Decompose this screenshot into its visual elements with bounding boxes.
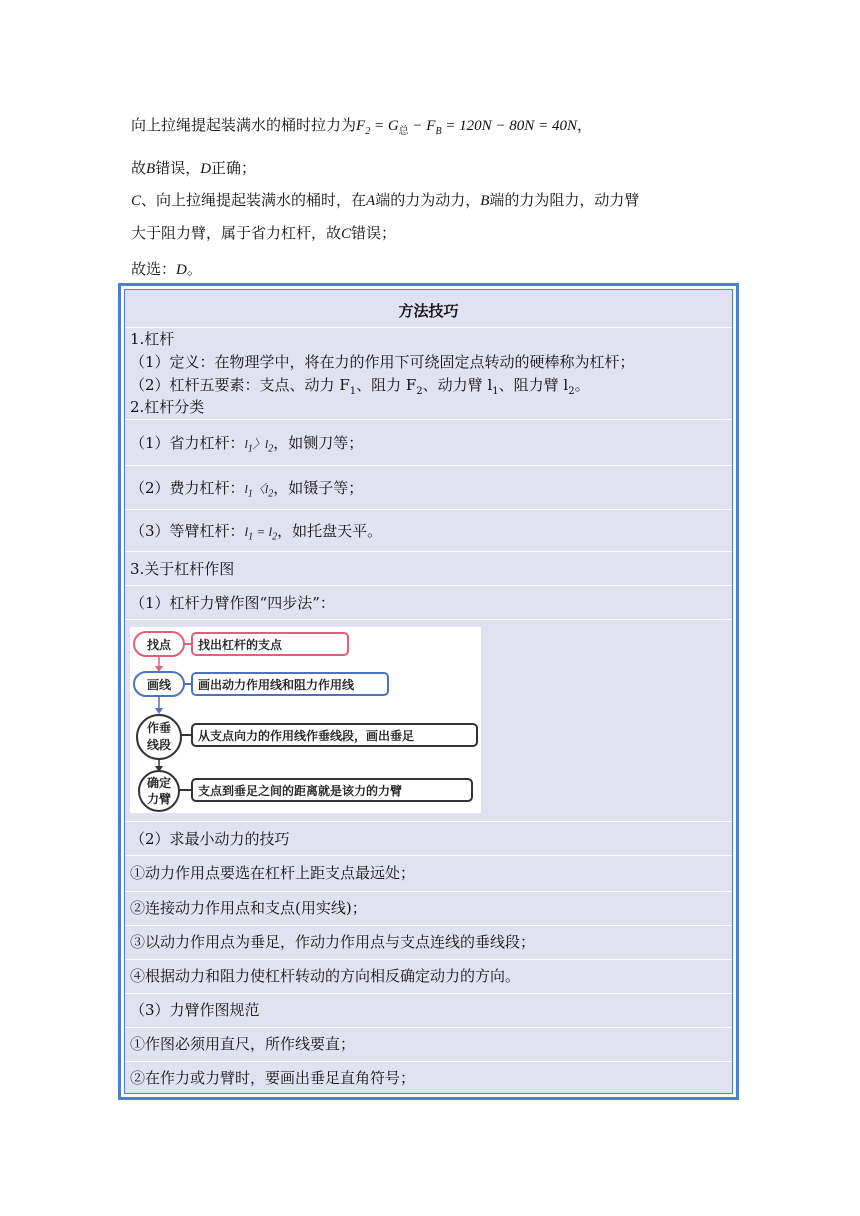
row-divider — [125, 1027, 732, 1028]
lever-definition: （1）定义：在物理学中，将在力的作用下可绕固定点转动的硬棒称为杠杆； — [130, 353, 635, 371]
text-segment: ， — [576, 116, 592, 134]
step1-label: 找点 — [146, 638, 172, 652]
min-force-tip-1: ①动力作用点要选在杠杆上距支点最远处； — [130, 864, 416, 882]
flow-step-1 — [134, 632, 348, 656]
row-divider — [125, 855, 732, 856]
flow-step-2 — [134, 672, 388, 696]
lever-five-elements: （2）杠杆五要素：支点、动力 $F_1$、阻力 $F_2$、动力臂 $l_1$、阻力臂 $l_2$。 — [130, 376, 590, 397]
row-divider — [125, 959, 732, 960]
step3-label-b: 线段 — [146, 738, 172, 752]
formula-l1-eq-l2: $l_1 = l_2$ — [244, 524, 278, 543]
arm-drawing-rule-2: ②在作力或力臂时，要画出垂足直角符号； — [130, 1069, 416, 1087]
four-step-method-intro: （1）杠杆力臂作图“四步法”： — [130, 594, 335, 612]
section-3-heading: 3.关于杠杆作图 — [130, 560, 235, 578]
min-force-tip-3: ③以动力作用点为垂足，作动力作用点与支点连线的垂线段； — [130, 933, 536, 951]
formula-l1-lt-l2: $l_1$〈$l_2$ — [244, 482, 274, 500]
formula-f2-equation: $F_2 = G_总 - F_B = 120N - 80N = 40N$ — [356, 118, 577, 137]
box-title: 方法技巧 — [398, 302, 459, 320]
equal-arm-lever: （3）等臂杠杆：$l_1 = l_2$，如托盘天平。 — [130, 522, 383, 543]
min-force-tip-4: ④根据动力和阻力使杠杆转动的方向相反确定动力的方向。 — [130, 967, 521, 985]
answer-line-2: 故B错误，D正确； — [131, 159, 257, 177]
force-saving-lever: （1）省力杠杆：$l_1$〉$l_2$，如铡刀等； — [130, 434, 364, 455]
answer-line-1 — [131, 115, 592, 142]
row-divider — [125, 891, 732, 892]
row-divider — [125, 821, 732, 822]
row-divider — [125, 585, 732, 586]
row-divider — [125, 327, 732, 328]
row-divider — [125, 551, 732, 552]
min-force-tip-2: ②连接动力作用点和支点(用实线)； — [130, 899, 367, 917]
arm-drawing-rule-1: ①作图必须用直尺，所作线要直； — [130, 1035, 356, 1053]
row-divider — [125, 993, 732, 994]
flow-step-4 — [139, 771, 472, 811]
row-divider — [125, 509, 732, 510]
section-2-heading: 2.杠杆分类 — [130, 398, 205, 416]
formula-l1-gt-l2: $l_1$〉$l_2$ — [244, 437, 274, 455]
row-divider — [125, 1061, 732, 1062]
step1-text: 找出杠杆的支点 — [198, 638, 283, 652]
step4-label-b: 力臂 — [146, 792, 172, 806]
step3-text: 从支点向力的作用线作垂线段，画出垂足 — [198, 729, 415, 743]
min-force-heading: （2）求最小动力的技巧 — [130, 830, 290, 848]
section-1-heading: 1.杠杆 — [130, 330, 175, 348]
row-divider — [125, 419, 732, 420]
arm-drawing-rules-heading: （3）力臂作图规范 — [130, 1001, 260, 1019]
row-divider — [125, 925, 732, 926]
step4-label-a: 确定 — [146, 776, 172, 790]
four-step-flow-diagram — [130, 627, 481, 813]
arrow-2-head — [155, 708, 163, 714]
step3-label-a: 作垂 — [146, 721, 172, 735]
row-divider — [125, 465, 732, 466]
flow-step-3 — [137, 715, 477, 759]
step2-label: 画线 — [146, 678, 172, 692]
step2-text: 画出动力作用线和阻力作用线 — [198, 678, 355, 692]
row-divider — [125, 619, 732, 620]
answer-line-4: 大于阻力臂，属于省力杠杆，故C错误； — [131, 224, 397, 242]
step4-text: 支点到垂足之间的距离就是该力的力臂 — [198, 784, 403, 798]
answer-line-3: C、向上拉绳提起装满水的桶时，在A端的力为动力，B端的力为阻力，动力臂 — [131, 191, 640, 209]
text-segment: 向上拉绳提起装满水的桶时拉力为 — [131, 116, 357, 134]
effort-lever: （2）费力杠杆：$l_1$〈$l_2$，如镊子等； — [130, 479, 364, 500]
answer-line-5: 故选：D。 — [131, 260, 202, 278]
